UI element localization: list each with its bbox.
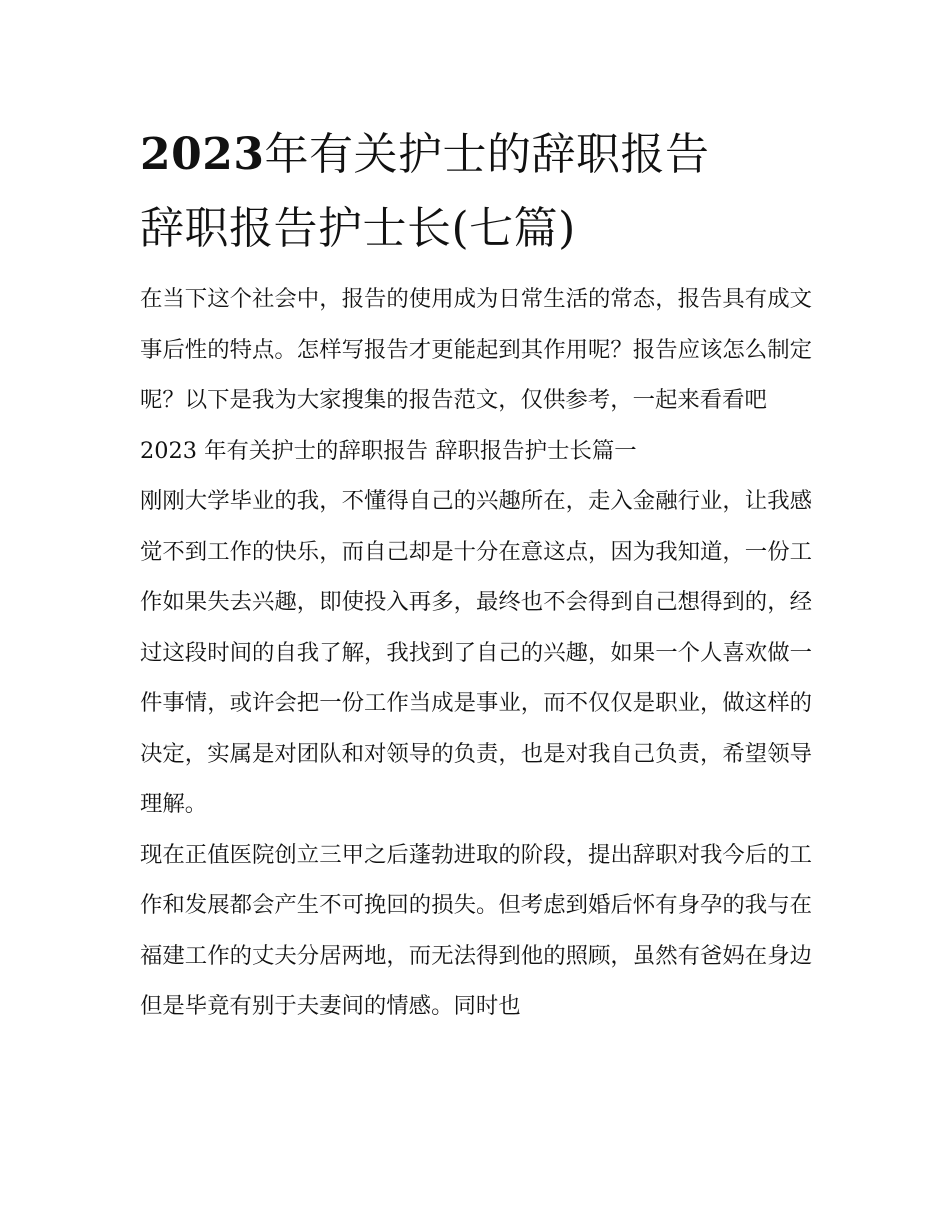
body-paragraph: 刚刚大学毕业的我，不懂得自己的兴趣所在，走入金融行业，让我感觉不到工作的快乐，而自己却是十分在意这点，因为我知道，一份工作如果失去兴趣，即使投入再多，最终也不会得到自己想得到的，经过这段时间的自我了解，我找到了自己的兴趣，如果一个人喜欢做一件事情，或许会把一份工作当成是事业，而不仅仅是职业，做这样的决定，实属是对团队和对领导的负责，也是对我自己负责，希望领导理解。 bbox=[140, 488, 812, 817]
document-title bbox=[140, 118, 812, 266]
title-year: 2023 bbox=[140, 129, 265, 180]
title-line-2: 辞职报告护士长(七篇) bbox=[140, 203, 576, 254]
title-line-1-text: 年有关护士的辞职报告 bbox=[264, 129, 710, 180]
section-heading: 2023 年有关护士的辞职报告 辞职报告护士长篇一 bbox=[140, 437, 637, 464]
intro-paragraph: 在当下这个社会中，报告的使用成为日常生活的常态，报告具有成文事后性的特点。怎样写报告才更能起到其作用呢？报告应该怎么制定呢？以下是我为大家搜集的报告范文，仅供参考，一起来看看吧 bbox=[140, 286, 812, 413]
document-page bbox=[140, 118, 812, 1032]
document-body bbox=[140, 274, 812, 1032]
body-paragraph: 现在正值医院创立三甲之后蓬勃进取的阶段，提出辞职对我今后的工作和发展都会产生不可挽回的损失。但考虑到婚后怀有身孕的我与在福建工作的丈夫分居两地，而无法得到他的照顾，虽然有爸妈在身边但是毕竟有别于夫妻间的情感。同时也 bbox=[140, 841, 812, 1019]
title-line-1 bbox=[140, 118, 812, 192]
